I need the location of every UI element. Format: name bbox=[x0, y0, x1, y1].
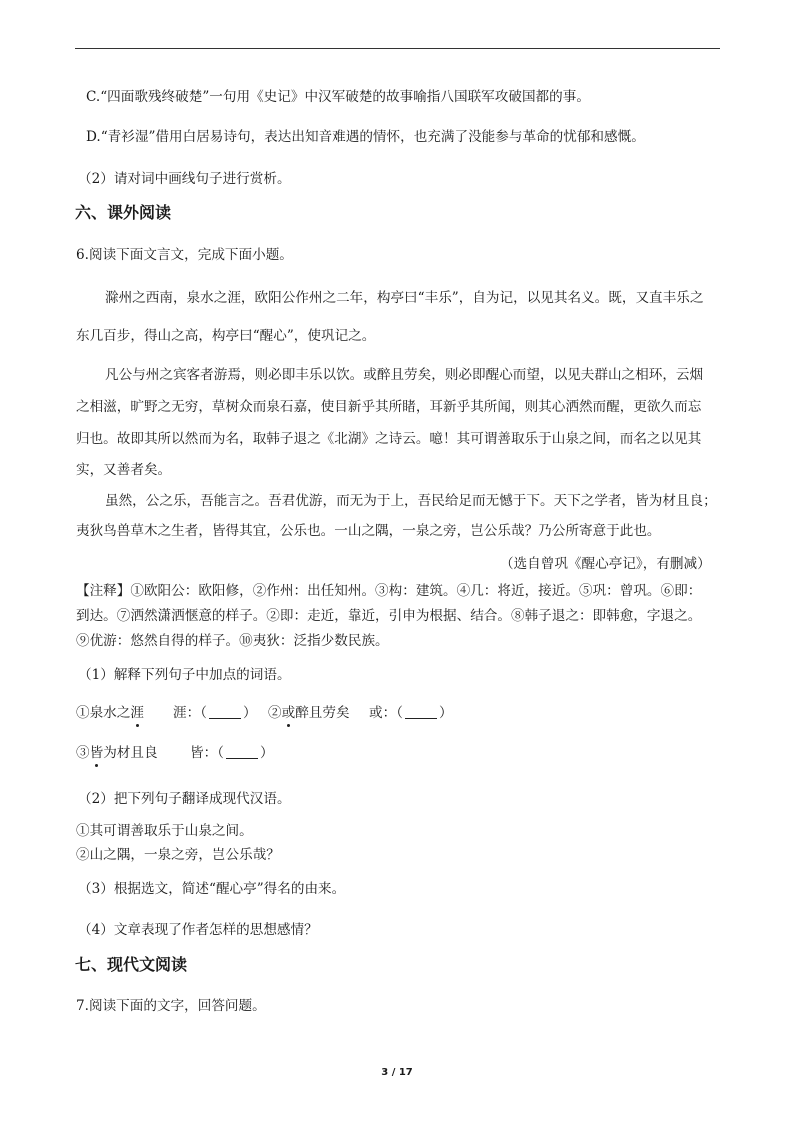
page-number: 3 / 17 bbox=[381, 1067, 413, 1078]
question-6-1-item2 bbox=[268, 704, 350, 722]
passage-source: （选自曾巩《醒心亭记》，有删减） bbox=[500, 556, 711, 572]
header-rule bbox=[75, 48, 720, 49]
section-7-title: 七、现代文阅读 bbox=[75, 955, 188, 974]
item2-dotted-char: 或 bbox=[281, 705, 296, 721]
item3-label: 皆：（ bbox=[190, 745, 224, 761]
item1-label: 涯：（ bbox=[173, 705, 207, 721]
answer-blank-2[interactable] bbox=[405, 705, 437, 719]
answer-blank-3[interactable] bbox=[226, 745, 258, 759]
section-6-title: 六、课外阅读 bbox=[75, 203, 172, 222]
item2-text: 醉且劳矣 bbox=[295, 705, 350, 721]
question-6-intro: 6.阅读下面文言文，完成下面小题。 bbox=[76, 247, 293, 263]
notes-line3: ⑨优游：悠然自得的样子。⑩夷狄：泛指少数民族。 bbox=[76, 633, 389, 649]
item2-label: 或：（ bbox=[369, 705, 403, 721]
question-6-2-s2: ②山之隅，一泉之旁，岂公乐哉？ bbox=[76, 847, 280, 863]
question-6-2-title: （2）把下列句子翻译成现代汉语。 bbox=[78, 791, 291, 807]
notes-line2: 到达。⑦洒然潇洒惬意的样子。②即：走近，靠近，引申为根据、结合。⑧韩子退之：即韩愈，字退之。 bbox=[76, 608, 702, 624]
question-6-1-item3-answer bbox=[190, 744, 274, 762]
passage-p2-line3: 归也。故即其所以然而为名，取韩子退之《北湖》之诗云。噫！其可谓善取乐于山泉之间，而名之以见其 bbox=[76, 431, 702, 447]
question-6-1-title: （1）解释下列句子中加点的词语。 bbox=[78, 667, 291, 683]
item3-dotted-char: 皆 bbox=[89, 745, 104, 761]
notes-line1: 【注释】①欧阳公：欧阳修，②作州：出任知州。③构：建筑。④几：将近，接近。⑤巩：曾巩。⑥即： bbox=[76, 583, 702, 599]
question-6-3: （3）根据选文，简述“醒心亭”得名的由来。 bbox=[78, 881, 346, 897]
question-6-2-s1: ①其可谓善取乐于山泉之间。 bbox=[76, 823, 253, 839]
item1-close: ） bbox=[242, 705, 257, 721]
option-d: D.“青衫湿”借用白居易诗句，表达出知音难遇的情怀，也充满了没能参与革命的忧郁和感慨。 bbox=[86, 129, 645, 145]
question-6-1-item1 bbox=[76, 704, 144, 722]
question-6-4: （4）文章表现了作者怎样的思想感情？ bbox=[78, 922, 318, 938]
question-6-1-item1-answer bbox=[173, 704, 257, 722]
passage-p2-line1: 凡公与州之宾客者游焉，则必即丰乐以饮。或醉且劳矣，则必即醒心而望，以见夫群山之相环，云烟 bbox=[105, 367, 704, 383]
item1-dotted-char: 涯 bbox=[130, 705, 144, 721]
question-6-1-item2-answer bbox=[369, 704, 453, 722]
item3-prefix: ③ bbox=[76, 745, 90, 761]
question-7-intro: 7.阅读下面的文字，回答问题。 bbox=[76, 998, 266, 1014]
passage-p2-line4: 实，又善者矣。 bbox=[76, 462, 172, 478]
item2-close: ） bbox=[438, 705, 453, 721]
passage-p1-line1: 滁州之西南，泉水之涯，欧阳公作州之二年，构亭曰“丰乐”，自为记，以见其名义。既，又直丰乐之 bbox=[105, 290, 704, 306]
item3-text: 为材且良 bbox=[103, 745, 158, 761]
question-5-2: （2）请对词中画线句子进行赏析。 bbox=[78, 171, 291, 187]
item1-text: ①泉水之 bbox=[76, 705, 131, 721]
passage-p2-line2: 之相滋，旷野之无穷，草树众而泉石嘉，使目新乎其所睹，耳新乎其所闻，则其心洒然而醒，更欲久而忘 bbox=[76, 399, 702, 415]
question-6-1-item3 bbox=[76, 744, 158, 762]
answer-blank-1[interactable] bbox=[209, 705, 241, 719]
item2-prefix: ② bbox=[268, 705, 282, 721]
passage-p3-line1: 虽然，公之乐，吾能言之。吾君优游，而无为于上，吾民给足而无憾于下。天下之学者，皆为材且良； bbox=[105, 493, 717, 509]
passage-p3-line2: 夷狄鸟兽草木之生者，皆得其宜，公乐也。一山之隅，一泉之旁，岂公乐哉？乃公所寄意于此也。 bbox=[76, 523, 661, 539]
passage-p1-line2: 东几百步，得山之高，构亭曰“醒心”，使巩记之。 bbox=[76, 328, 376, 344]
option-c: C.“四面歌残终破楚”一句用《史记》中汉军破楚的故事喻指八国联军攻破国都的事。 bbox=[86, 89, 590, 105]
item3-close: ） bbox=[259, 745, 274, 761]
